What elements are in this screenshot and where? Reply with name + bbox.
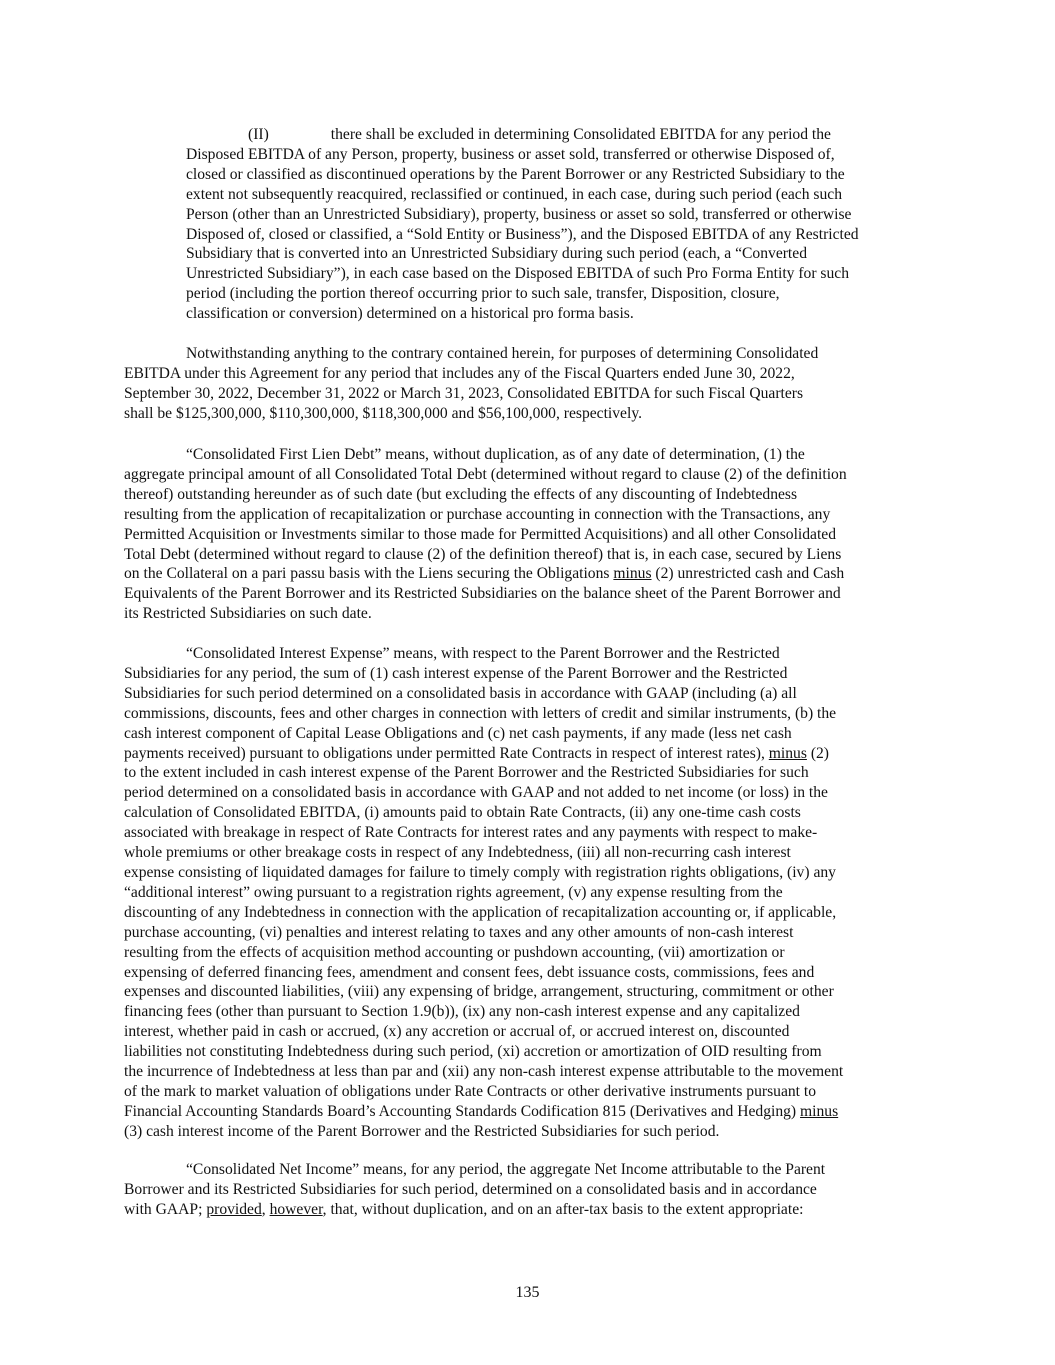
text-line: on the Collateral on a pari passu basis with the Liens securing the Obligations minus (2) unrestricted cash and Cash bbox=[124, 565, 845, 583]
text-line: payments received) pursuant to obligations under permitted Rate Contracts in respect of interest rates), minus (2) bbox=[124, 744, 829, 762]
text-line: period (including the portion thereof occurring prior to such sale, transfer, Disposition, closure, bbox=[186, 285, 780, 303]
text-line: Subsidiaries for such period determined on a consolidated basis in accordance with GAAP (including (a) all bbox=[124, 684, 797, 702]
text-line: with GAAP; provided, however, that, without duplication, and on an after-tax basis to the extent appropriate: bbox=[124, 1200, 804, 1218]
clause-number: (II) bbox=[248, 126, 269, 143]
text-line: aggregate principal amount of all Consolidated Total Debt (determined without regard to clause (2) of the definition bbox=[124, 465, 847, 483]
text-line: associated with breakage in respect of Rate Contracts for interest rates and any payments with respect to make- bbox=[124, 824, 818, 842]
text-line: EBITDA under this Agreement for any period that includes any of the Fiscal Quarters ended June 30, 2022, bbox=[124, 364, 795, 382]
underlined-term: minus bbox=[800, 1102, 839, 1120]
definition-consolidated-first-lien-debt bbox=[124, 445, 932, 624]
text-line: extent not subsequently reacquired, reclassified or continued, in each case, during such period (each such bbox=[186, 185, 842, 203]
text-line: (II) there shall be excluded in determining Consolidated EBITDA for any period the bbox=[248, 126, 831, 143]
text-line: expense consisting of liquidated damages for failure to timely comply with registration rights obligations, (iv) any bbox=[124, 863, 836, 881]
text-line: Notwithstanding anything to the contrary contained herein, for purposes of determining Consolidated bbox=[186, 345, 819, 362]
definition-consolidated-interest-expense bbox=[124, 644, 932, 1142]
text-line: “Consolidated Interest Expense” means, with respect to the Parent Borrower and the Restricted bbox=[186, 645, 780, 662]
text-line: thereof) outstanding hereunder as of such date (but excluding the effects of any discounting of Indebtedness bbox=[124, 485, 798, 503]
text-line: cash interest component of Capital Lease Obligations and (c) net cash payments, if any made (less net cash bbox=[124, 724, 792, 742]
text-line: Subsidiary that is converted into an Unrestricted Subsidiary during such period (each, a “Converted bbox=[186, 245, 807, 263]
page-number: 135 bbox=[515, 1284, 540, 1301]
text-line: Total Debt (determined without regard to clause (2) of the definition thereof) that is, in each case, secured by Liens bbox=[124, 545, 842, 563]
text-line: the incurrence of Indebtedness at less than par and (xii) any non-cash interest expense attributable to the movement bbox=[124, 1063, 844, 1081]
text-line: September 30, 2022, December 31, 2022 or March 31, 2023, Consolidated EBITDA for such Fiscal Quarters bbox=[124, 384, 804, 402]
text-line: “additional interest” owing pursuant to a registration rights agreement, (v) any expense resulting from the bbox=[124, 883, 783, 901]
clause-ii-paragraph bbox=[186, 125, 932, 324]
text-line: classification or conversion) determined on a historical pro forma basis. bbox=[186, 305, 634, 323]
text-line: “Consolidated First Lien Debt” means, without duplication, as of any date of determination, (1) the bbox=[186, 446, 805, 463]
text-line: Person (other than an Unrestricted Subsidiary), property, business or asset so sold, transferred or otherwise bbox=[186, 205, 852, 223]
text-line: discounting of any Indebtedness in connection with the application of recapitalization accounting or, if applicable, bbox=[124, 903, 837, 921]
text-line: purchase accounting, (vi) penalties and interest relating to taxes and any other amounts of non-cash interest bbox=[124, 923, 794, 941]
text-line: period determined on a consolidated basis in accordance with GAAP and not added to net income (or loss) in the bbox=[124, 784, 828, 802]
text-line: (3) cash interest income of the Parent Borrower and the Restricted Subsidiaries for such period. bbox=[124, 1122, 720, 1140]
text-line: Disposed EBITDA of any Person, property, business or asset sold, transferred or otherwise Disposed of, bbox=[186, 145, 835, 163]
text-line: its Restricted Subsidiaries on such date. bbox=[124, 605, 372, 623]
text-line: Equivalents of the Parent Borrower and its Restricted Subsidiaries on the balance sheet of the Parent Borrower and bbox=[124, 585, 841, 603]
underlined-term: minus bbox=[613, 565, 652, 583]
text-line: interest, whether paid in cash or accrued, (x) any accretion or accrual of, or accrued interest on, discounted bbox=[124, 1023, 790, 1041]
text-line: expensing of deferred financing fees, amendment and consent fees, debt issuance costs, commissions, fees and bbox=[124, 963, 815, 981]
notwithstanding-paragraph bbox=[124, 344, 932, 424]
definition-consolidated-net-income bbox=[124, 1160, 932, 1220]
text-line: closed or classified as discontinued operations by the Parent Borrower or any Restricted Subsidiary to the bbox=[186, 165, 845, 183]
text-line: expenses and discounted liabilities, (viii) any expensing of bridge, arrangement, structuring, commitment or other bbox=[124, 983, 834, 1001]
text-line: commissions, discounts, fees and other charges in connection with letters of credit and similar instruments, (b) the bbox=[124, 704, 837, 722]
underlined-term: minus bbox=[768, 744, 807, 762]
text-line: resulting from the effects of acquisition method accounting or pushdown accounting, (vii) amortization or bbox=[124, 943, 785, 961]
text-line: calculation of Consolidated EBITDA, (i) amounts paid to obtain Rate Contracts, (ii) any one-time cash costs bbox=[124, 804, 801, 822]
text-line: resulting from the application of recapitalization or purchase accounting in connection with the Transactions, any bbox=[124, 505, 831, 523]
text-line: Unrestricted Subsidiary”), in each case based on the Disposed EBITDA of such Pro Forma Entity for such bbox=[186, 265, 850, 283]
text-line: liabilities not constituting Indebtedness during such period, (xi) accretion or amortization of OID resulting from bbox=[124, 1043, 822, 1061]
text-line: whole premiums or other breakage costs in respect of any Indebtedness, (iii) all non-recurring cash interest bbox=[124, 844, 791, 862]
text-line: shall be $125,300,000, $110,300,000, $118,300,000 and $56,100,000, respectively. bbox=[124, 404, 642, 422]
text-line: “Consolidated Net Income” means, for any period, the aggregate Net Income attributable to the Parent bbox=[186, 1161, 826, 1178]
text-line: Permitted Acquisition or Investments similar to those made for Permitted Acquisitions) and all other Consolidated bbox=[124, 525, 837, 543]
text-line: Borrower and its Restricted Subsidiaries for such period, determined on a consolidated basis and in accordance bbox=[124, 1180, 817, 1198]
text-line: of the mark to market valuation of obligations under Rate Contracts or other derivative instruments pursuant to bbox=[124, 1082, 817, 1100]
underlined-term: provided bbox=[206, 1200, 262, 1218]
text-line: Subsidiaries for any period, the sum of (1) cash interest expense of the Parent Borrower and the Restricted bbox=[124, 664, 788, 682]
text-line: Disposed of, closed or classified, a “Sold Entity or Business”), and the Disposed EBITDA of any Restricted bbox=[186, 225, 859, 243]
text-line: financing fees (other than pursuant to Section 1.9(b)), (ix) any non-cash interest expense and any capitalized bbox=[124, 1003, 800, 1021]
underlined-term: however bbox=[269, 1200, 323, 1218]
text-line: Financial Accounting Standards Board’s Accounting Standards Codification 815 (Derivatives and Hedging) minus bbox=[124, 1102, 839, 1120]
text-line: to the extent included in cash interest expense of the Parent Borrower and the Restricted Subsidiaries for such bbox=[124, 764, 809, 782]
